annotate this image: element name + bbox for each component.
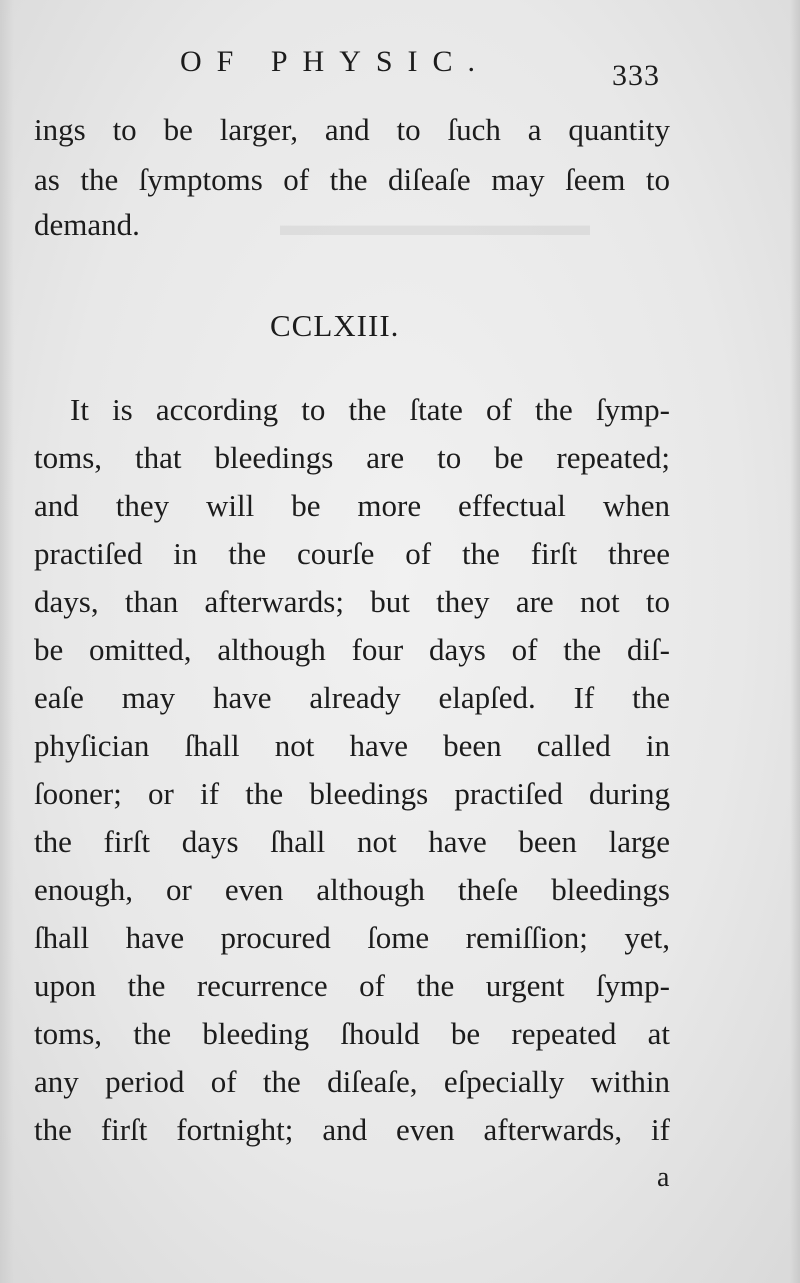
text-line: enough, or even although theſe bleedings [34, 872, 670, 907]
text-line: the firſt days ſhall not have been large [34, 824, 670, 859]
text-line: practiſed in the courſe of the firſt three [34, 536, 670, 571]
text-line: the firſt fortnight; and even afterwards, if [34, 1112, 670, 1147]
section-heading: CCLXIII. [270, 308, 400, 343]
text-line: days, than afterwards; but they are not to [34, 584, 670, 619]
text-line: It is according to the ſtate of the ſymp- [70, 392, 670, 427]
page-header [0, 42, 800, 92]
text-line: toms, that bleedings are to be repeated; [34, 440, 670, 475]
text-line: ſhall have procured ſome remiſſion; yet, [34, 920, 670, 955]
page-number: 333 [612, 59, 660, 92]
text-line: ings to be larger, and to ſuch a quantity [34, 112, 670, 147]
text-line: as the ſymptoms of the diſeaſe may ſeem to [34, 162, 670, 197]
show-through-shadow: ▬▬▬▬▬▬▬▬▬▬ [280, 207, 590, 242]
text-line: ſooner; or if the bleedings practiſed during [34, 776, 670, 811]
text-line: be omitted, although four days of the diſ- [34, 632, 670, 667]
text-line: upon the recurrence of the urgent ſymp- [34, 968, 670, 1003]
text-line: phyſician ſhall not have been called in [34, 728, 670, 763]
text-line: eaſe may have already elapſed. If the [34, 680, 670, 715]
page-edge-shadow-right [790, 0, 800, 1283]
page-edge-shadow-left [0, 0, 14, 1283]
text-line: and they will be more effectual when [34, 488, 670, 523]
running-title: OF PHYSIC. [180, 45, 491, 78]
text-line: any period of the diſeaſe, eſpecially within [34, 1064, 670, 1099]
text-line: toms, the bleeding ſhould be repeated at [34, 1016, 670, 1051]
text-line: demand. [34, 207, 140, 242]
catchword: a [657, 1162, 670, 1193]
